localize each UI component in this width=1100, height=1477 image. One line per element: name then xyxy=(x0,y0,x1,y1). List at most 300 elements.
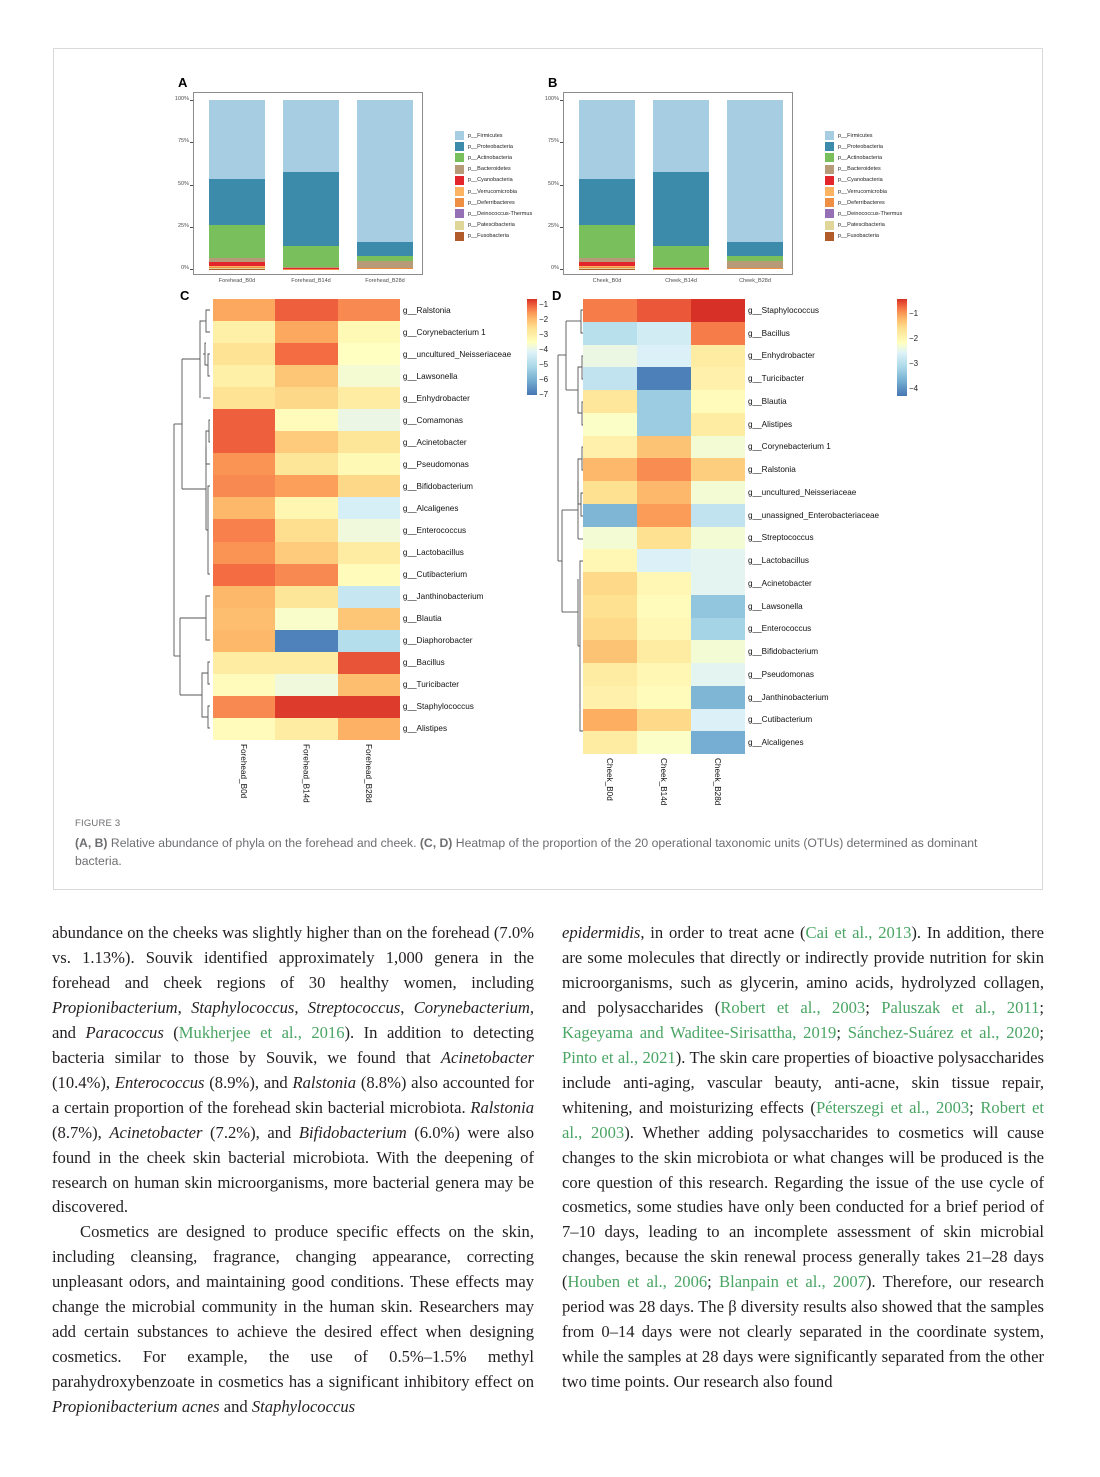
row-label: g__Staphylococcus xyxy=(748,305,820,315)
color-scale-tick: −2 xyxy=(539,315,549,324)
legend xyxy=(455,130,532,242)
heatmap-cell xyxy=(213,542,275,564)
legend-label: p__Verrucomicrobia xyxy=(838,188,887,195)
text-run: (6.0%) were also found in the cheek skin bacterial microbiota. With the deepening of research on human skin microorganisms, more bacterial genera may be discovered. xyxy=(52,1122,534,1217)
heatmap-cell xyxy=(213,475,275,497)
heatmap-cell xyxy=(691,413,745,436)
x-axis-label: Cheek_B0d xyxy=(592,278,622,284)
heatmap-cell xyxy=(275,299,337,321)
heatmap-cell xyxy=(275,696,337,718)
citation-link[interactable]: Paluszak et al., 2011 xyxy=(881,997,1040,1017)
paragraph xyxy=(52,921,534,1220)
heatmap-cell xyxy=(583,618,637,641)
heatmap-cell xyxy=(691,527,745,550)
text-run: , xyxy=(177,997,192,1017)
heatmap-cell xyxy=(213,453,275,475)
heatmap-cell xyxy=(213,321,275,343)
row-labels xyxy=(748,299,879,754)
legend-item xyxy=(825,130,902,141)
text-run: abundance on the cheeks was slightly higher than on the forehead (7.0% vs. 1.13%). Souvik identified approximately 1,000 genera in the forehead and cheek regions of 30 healthy women, including xyxy=(52,923,534,992)
heatmap-cell xyxy=(691,345,745,368)
caption-text-run: Relative abundance of phyla on the forehead and cheek. xyxy=(107,836,420,850)
y-tick-label: 100% xyxy=(174,96,189,102)
color-scale-tick: −5 xyxy=(539,360,549,369)
figure-label: FIGURE 3 xyxy=(75,818,121,829)
body-text-left-column xyxy=(52,921,534,1420)
legend-swatch xyxy=(455,176,464,185)
color-scale-tick: −4 xyxy=(539,345,549,354)
legend-swatch xyxy=(825,153,834,162)
heatmap-cell xyxy=(637,322,691,345)
row-label: g__Acinetobacter xyxy=(402,437,467,447)
legend-item xyxy=(825,197,902,208)
citation-link[interactable]: Houben et al., 2006 xyxy=(567,1272,708,1292)
heatmap-cell xyxy=(338,542,400,564)
legend-item xyxy=(455,197,532,208)
heatmap-cell xyxy=(213,608,275,630)
column-label: Forehead_B14d xyxy=(301,744,311,803)
legend-label: p__Deinococcus-Thermus xyxy=(468,210,533,217)
heatmap-cell xyxy=(338,564,400,586)
heatmap-cell xyxy=(583,322,637,345)
italic-taxon: Streptococcus xyxy=(307,997,401,1017)
bar-segment xyxy=(357,242,413,256)
legend-swatch xyxy=(825,165,834,174)
italic-taxon: Acinetobacter xyxy=(109,1122,203,1142)
color-scale-tick: −7 xyxy=(539,390,549,399)
legend-label: p__Deferribacteres xyxy=(468,199,515,206)
column-label: Cheek_B14d xyxy=(659,758,668,806)
heatmap-cell xyxy=(583,299,637,322)
legend-swatch xyxy=(455,221,464,230)
heatmap-cell xyxy=(213,497,275,519)
heatmap-cell xyxy=(637,367,691,390)
legend-item xyxy=(825,231,902,242)
citation-link[interactable]: Sánchez-Suárez et al., 2020 xyxy=(847,1022,1040,1042)
heatmap-cell xyxy=(338,718,400,740)
heatmap-cell xyxy=(338,299,400,321)
y-tick-mark xyxy=(190,185,193,186)
heatmap-cell xyxy=(637,549,691,572)
heatmap-cell xyxy=(583,549,637,572)
color-scale-tick: −1 xyxy=(539,300,549,309)
y-tick-label: 75% xyxy=(177,138,189,145)
y-tick-label: 50% xyxy=(177,180,189,187)
legend-label: p__Firmicutes xyxy=(468,132,503,139)
row-label: g__Pseudomonas xyxy=(402,459,469,469)
heatmap-cell xyxy=(213,564,275,586)
row-label: g__Janthinobacterium xyxy=(748,692,829,702)
heatmap-cell xyxy=(691,618,745,641)
row-dendrogram-c xyxy=(172,299,214,741)
heatmap-cell xyxy=(691,299,745,322)
heatmap-cell xyxy=(637,731,691,754)
italic-taxon: Enterococcus xyxy=(114,1072,205,1092)
heatmap-cell xyxy=(275,652,337,674)
heatmap-cell xyxy=(275,564,337,586)
heatmap-cell xyxy=(691,572,745,595)
bar-segment xyxy=(283,246,339,267)
y-tick-mark xyxy=(560,227,563,228)
legend-label: p__Deferribacteres xyxy=(838,199,885,206)
heatmap-cell xyxy=(691,549,745,572)
legend-label: p__Firmicutes xyxy=(838,132,873,139)
column-label: Forehead_B0d xyxy=(239,744,249,799)
legend-label: p__Fusobacteria xyxy=(838,233,879,240)
heatmap-cell xyxy=(583,345,637,368)
heatmap-cell xyxy=(583,640,637,663)
legend-item xyxy=(825,186,902,197)
legend-item xyxy=(825,175,902,186)
citation-link[interactable]: Péterszegi et al., 2003 xyxy=(815,1097,970,1117)
y-tick-label: 50% xyxy=(547,180,559,187)
x-axis-label: Forehead_B28d xyxy=(365,278,405,284)
heatmap-cell xyxy=(338,321,400,343)
paragraph xyxy=(562,921,1044,1395)
heatmap-cell xyxy=(691,322,745,345)
heatmap-cell xyxy=(637,299,691,322)
stacked-bar xyxy=(209,100,265,269)
heatmap-cell xyxy=(275,674,337,696)
legend-label: p__Patescibacteria xyxy=(468,222,515,229)
text-run: ). Therefore, our research period was 28 days. The β diversity results also showed that the samples from 0–14 days were not clearly separated in the coordinate system, while the samples at 28 days were significantly separated from the other two time points. Our research also found xyxy=(562,1272,1045,1392)
legend-item xyxy=(455,220,532,231)
row-label: g__Lawsonella xyxy=(402,371,458,381)
heatmap-cell xyxy=(637,345,691,368)
heatmap-cell xyxy=(583,595,637,618)
citation-link[interactable]: Pinto et al., 2021 xyxy=(562,1047,676,1067)
heatmap-cell xyxy=(275,365,337,387)
color-scale-tick: −1 xyxy=(909,308,919,318)
row-label: g__Comamonas xyxy=(402,415,463,425)
bar-segment xyxy=(357,100,413,242)
text-run: (8.9%), and xyxy=(204,1072,293,1092)
heatmap-cell xyxy=(275,608,337,630)
legend-swatch xyxy=(455,232,464,241)
heatmap-cell xyxy=(338,343,400,365)
citation-link[interactable]: Blanpain et al., 2007 xyxy=(719,1272,867,1292)
legend-item xyxy=(455,175,532,186)
x-axis-label: Forehead_B0d xyxy=(218,278,256,284)
legend-label: p__Cyanobacteria xyxy=(468,177,513,184)
heatmap-cell xyxy=(275,542,337,564)
bar-segment xyxy=(727,100,783,242)
y-tick-label: 0% xyxy=(551,265,559,271)
row-label: g__Corynebacterium 1 xyxy=(402,327,486,337)
legend-swatch xyxy=(455,209,464,218)
color-scale-bar xyxy=(527,299,537,395)
text-run: ( xyxy=(163,1022,179,1042)
heatmap-cell xyxy=(637,436,691,459)
heatmap-cell xyxy=(338,497,400,519)
row-label: g__unassigned_Enterobacteriaceae xyxy=(748,510,880,520)
heatmap-cell xyxy=(637,618,691,641)
row-label: g__Corynebacterium 1 xyxy=(748,442,831,452)
row-label: g__Bacillus xyxy=(748,328,790,338)
text-run: , xyxy=(400,997,414,1017)
heatmap-cell xyxy=(338,453,400,475)
legend-label: p__Cyanobacteria xyxy=(838,177,883,184)
heatmap-cell xyxy=(213,696,275,718)
bar-segment xyxy=(727,261,783,268)
legend-swatch xyxy=(455,198,464,207)
text-run: ). In addition, there are some molecules that directly or indirectly provide nutrition for skin microorganisms, such as glycerin, amino acids, hydrolyzed collagen, and polysaccharides ( xyxy=(562,923,1044,1017)
heatmap-cell xyxy=(338,586,400,608)
paragraph xyxy=(52,1220,534,1420)
bar-segment xyxy=(283,100,339,172)
legend-swatch xyxy=(825,176,834,185)
heatmap-cell xyxy=(691,481,745,504)
heatmap-cell xyxy=(637,504,691,527)
row-label: g__Lawsonella xyxy=(748,601,803,611)
heatmap-grid xyxy=(583,299,745,754)
color-scale-tick: −3 xyxy=(539,330,549,339)
heatmap-cell xyxy=(583,709,637,732)
heatmap-cell xyxy=(583,527,637,550)
figure-caption xyxy=(75,834,1015,870)
heatmap-cell xyxy=(275,497,337,519)
heatmap-cell xyxy=(338,696,400,718)
heatmap-cell xyxy=(213,586,275,608)
y-tick-label: 25% xyxy=(547,222,559,229)
text-run: ; xyxy=(969,1097,981,1117)
bar-segment xyxy=(209,225,265,258)
legend-swatch xyxy=(825,187,834,196)
row-label: g__Blautia xyxy=(748,396,787,406)
heatmap-cell xyxy=(637,458,691,481)
heatmap-cell xyxy=(213,343,275,365)
stacked-bar xyxy=(283,100,339,269)
stacked-bar xyxy=(357,100,413,269)
text-run: , xyxy=(294,997,308,1017)
heatmap-cell xyxy=(275,321,337,343)
bar-segment xyxy=(579,179,635,225)
panel-label-c: C xyxy=(180,288,190,303)
legend-label: p__Verrucomicrobia xyxy=(468,188,517,195)
legend-item xyxy=(455,130,532,141)
heatmap-cell xyxy=(583,686,637,709)
heatmap-cell xyxy=(213,652,275,674)
heatmap-cell xyxy=(583,504,637,527)
y-tick-label: 75% xyxy=(547,138,559,145)
italic-taxon: epidermidis xyxy=(562,923,641,942)
row-label: g__uncultured_Neisseriaceae xyxy=(402,349,512,359)
legend xyxy=(825,130,902,242)
italic-taxon: Staphylococcus xyxy=(191,997,295,1017)
heatmap-cell xyxy=(275,409,337,431)
legend-swatch xyxy=(455,187,464,196)
heatmap-cell xyxy=(691,640,745,663)
legend-item xyxy=(455,152,532,163)
heatmap-cell xyxy=(213,718,275,740)
heatmap-cell xyxy=(691,367,745,390)
heatmap-cell xyxy=(691,731,745,754)
heatmap-cell xyxy=(213,519,275,541)
heatmap-cell xyxy=(637,709,691,732)
bar-segment xyxy=(579,225,635,258)
text-run: ). The skin care properties of bioactive polysaccharides include anti-aging, vascular beauty, anti-acne, skin tissue repair, whitening, and moisturizing effects ( xyxy=(562,1047,1044,1117)
bar-segment xyxy=(653,246,709,267)
legend-label: p__Bacteroidetes xyxy=(838,166,881,173)
heatmap-cell xyxy=(338,652,400,674)
legend-swatch xyxy=(825,209,834,218)
y-tick-mark xyxy=(560,100,563,101)
heatmap-cell xyxy=(691,458,745,481)
heatmap-cell xyxy=(213,409,275,431)
legend-swatch xyxy=(455,153,464,162)
citation-link[interactable]: Mukherjee et al., 2016 xyxy=(178,1022,345,1042)
y-tick-label: 25% xyxy=(177,222,189,229)
row-label: g__Streptococcus xyxy=(748,533,814,543)
color-scale-bar xyxy=(897,299,907,396)
heatmap-cell xyxy=(338,674,400,696)
panel-label-d: D xyxy=(552,288,562,303)
heatmap-cell xyxy=(275,519,337,541)
legend-swatch xyxy=(825,198,834,207)
heatmap-cell xyxy=(213,630,275,652)
legend-swatch xyxy=(455,131,464,140)
y-tick-mark xyxy=(190,227,193,228)
y-tick-label: 0% xyxy=(181,265,189,271)
row-label: g__Bifidobacterium xyxy=(748,647,819,657)
heatmap-cell xyxy=(583,390,637,413)
heatmap-grid xyxy=(213,299,400,740)
heatmap-cell xyxy=(583,731,637,754)
heatmap-cell xyxy=(583,367,637,390)
heatmap-cell xyxy=(637,481,691,504)
heatmap-cell xyxy=(275,343,337,365)
row-label: g__Alcaligenes xyxy=(748,738,804,748)
citation-link[interactable]: Robert et al., 2003 xyxy=(720,997,866,1017)
citation-link[interactable]: Robert et al., 2003 xyxy=(562,1097,1044,1142)
text-run: , and xyxy=(52,997,535,1042)
row-label: g__Ralstonia xyxy=(748,465,796,475)
color-scale-tick: −6 xyxy=(539,375,549,384)
italic-taxon: Ralstonia xyxy=(292,1072,357,1092)
row-dendrogram-d xyxy=(554,299,584,755)
row-label: g__Alistipes xyxy=(402,724,448,734)
legend-label: p__Actinobacteria xyxy=(468,154,513,161)
heatmap-cell xyxy=(637,390,691,413)
y-tick-mark xyxy=(560,269,563,270)
y-tick-mark xyxy=(560,142,563,143)
text-run: (8.8%) also accounted for a certain proportion of the forehead skin bacterial microbiota. xyxy=(52,1072,535,1117)
citation-link[interactable]: Cai et al., 2013 xyxy=(805,923,912,942)
legend-label: p__Patescibacteria xyxy=(838,222,885,229)
stacked-bar xyxy=(579,100,635,269)
bar-segment xyxy=(653,100,709,172)
heatmap-cell xyxy=(691,390,745,413)
text-run: ). In addition to detecting bacteria similar to those by Souvik, we found that xyxy=(52,1022,534,1067)
italic-taxon: Ralstonia xyxy=(470,1097,534,1117)
column-label: Cheek_B28d xyxy=(713,758,722,806)
italic-taxon: Corynebacterium xyxy=(413,997,530,1017)
italic-taxon: Staphylococcus xyxy=(251,1397,356,1417)
heatmap-cell xyxy=(338,387,400,409)
caption-text-run: Heatmap of the proportion of the 20 operational taxonomic units (OTUs) determined as dominant bacteria. xyxy=(75,836,978,868)
heatmap-cell xyxy=(275,586,337,608)
legend-item xyxy=(455,164,532,175)
heatmap-cell xyxy=(691,709,745,732)
row-label: g__Cutibacterium xyxy=(402,570,468,580)
heatmap-cell xyxy=(691,504,745,527)
bar-segment xyxy=(209,179,265,225)
heatmap-cell xyxy=(275,718,337,740)
heatmap-cell xyxy=(213,299,275,321)
row-label: g__Staphylococcus xyxy=(402,702,474,712)
row-label: g__Lactobacillus xyxy=(402,548,464,558)
x-axis-label: Cheek_B14d xyxy=(665,278,697,284)
heatmap-cell xyxy=(338,630,400,652)
row-label: g__Enterococcus xyxy=(748,624,812,634)
heatmap-cell xyxy=(583,413,637,436)
legend-item xyxy=(825,141,902,152)
color-scale-tick: −2 xyxy=(909,333,919,343)
text-run: ; xyxy=(836,1022,848,1042)
bar-segment xyxy=(727,242,783,256)
legend-item xyxy=(455,186,532,197)
caption-panel-ref: (C, D) xyxy=(419,836,453,850)
row-label: g__Alistipes xyxy=(748,419,793,429)
caption-panel-ref: (A, B) xyxy=(75,836,108,850)
text-run: , in order to treat acne ( xyxy=(640,923,806,942)
text-run: and xyxy=(219,1397,252,1417)
bar-segment xyxy=(283,269,339,270)
legend-label: p__Bacteroidetes xyxy=(468,166,511,173)
text-run: ). Whether adding polysaccharides to cosmetics will cause changes to the skin microbiota or what changes will be produced is the core question of this research. Regarding the issue of the use cycle of cosmetics, some studies have only been conducted for a brief period of 7–10 days, leading to an incomplete assessment of skin microbial changes, because the skin renewal process generally takes 21–28 days ( xyxy=(562,1122,1044,1292)
legend-label: p__Fusobacteria xyxy=(468,233,509,240)
citation-link[interactable]: Kageyama and Waditee-Sirisattha, 2019 xyxy=(562,1022,837,1042)
heatmap-cell xyxy=(338,409,400,431)
bar-segment xyxy=(209,100,265,179)
heatmap-cell xyxy=(275,475,337,497)
legend-swatch xyxy=(825,221,834,230)
text-run: (10.4%), xyxy=(52,1072,115,1092)
heatmap-cell xyxy=(583,481,637,504)
y-tick-mark xyxy=(190,100,193,101)
row-label: g__Ralstonia xyxy=(402,305,451,315)
heatmap-cell xyxy=(338,519,400,541)
heatmap-cell xyxy=(213,674,275,696)
legend-item xyxy=(825,152,902,163)
heatmap-cell xyxy=(338,431,400,453)
y-tick-label: 100% xyxy=(544,96,559,102)
panel-label-b: B xyxy=(548,75,558,90)
heatmap-cell xyxy=(637,595,691,618)
bar-segment xyxy=(727,268,783,269)
heatmap-cell xyxy=(691,436,745,459)
y-tick-mark xyxy=(560,185,563,186)
bar-segment xyxy=(283,172,339,246)
heatmap-cell xyxy=(338,608,400,630)
italic-taxon: Propionibacterium acnes xyxy=(52,1397,220,1417)
row-label: g__Turicibacter xyxy=(402,680,460,690)
heatmap-cell xyxy=(275,431,337,453)
text-run: Cosmetics are designed to produce specific effects on the skin, including cleansing, fragrance, changing appearance, correcting unpleasant odors, and maintaining good conditions. These effects may change the microbial community in the human skin. Researchers may add certain substances to achieve the desired effect when designing cosmetics. For example, the use of 0.5%–1.5% methyl parahydroxybenzoate in cosmetics has a significant inhibitory effect on xyxy=(52,1222,534,1392)
heatmap-cell xyxy=(275,387,337,409)
row-label: g__Diaphorobacter xyxy=(402,636,473,646)
legend-item xyxy=(825,220,902,231)
x-axis-label: Forehead_B14d xyxy=(291,278,331,284)
row-label: g__Cutibacterium xyxy=(748,715,813,725)
color-scale-tick: −4 xyxy=(909,383,919,393)
row-label: g__Enhydrobacter xyxy=(748,351,815,361)
heatmap-cell xyxy=(213,365,275,387)
x-axis-label: Cheek_B28d xyxy=(739,278,771,284)
heatmap-cell xyxy=(338,475,400,497)
legend-label: p__Proteobacteria xyxy=(838,143,883,150)
heatmap-cell xyxy=(637,686,691,709)
